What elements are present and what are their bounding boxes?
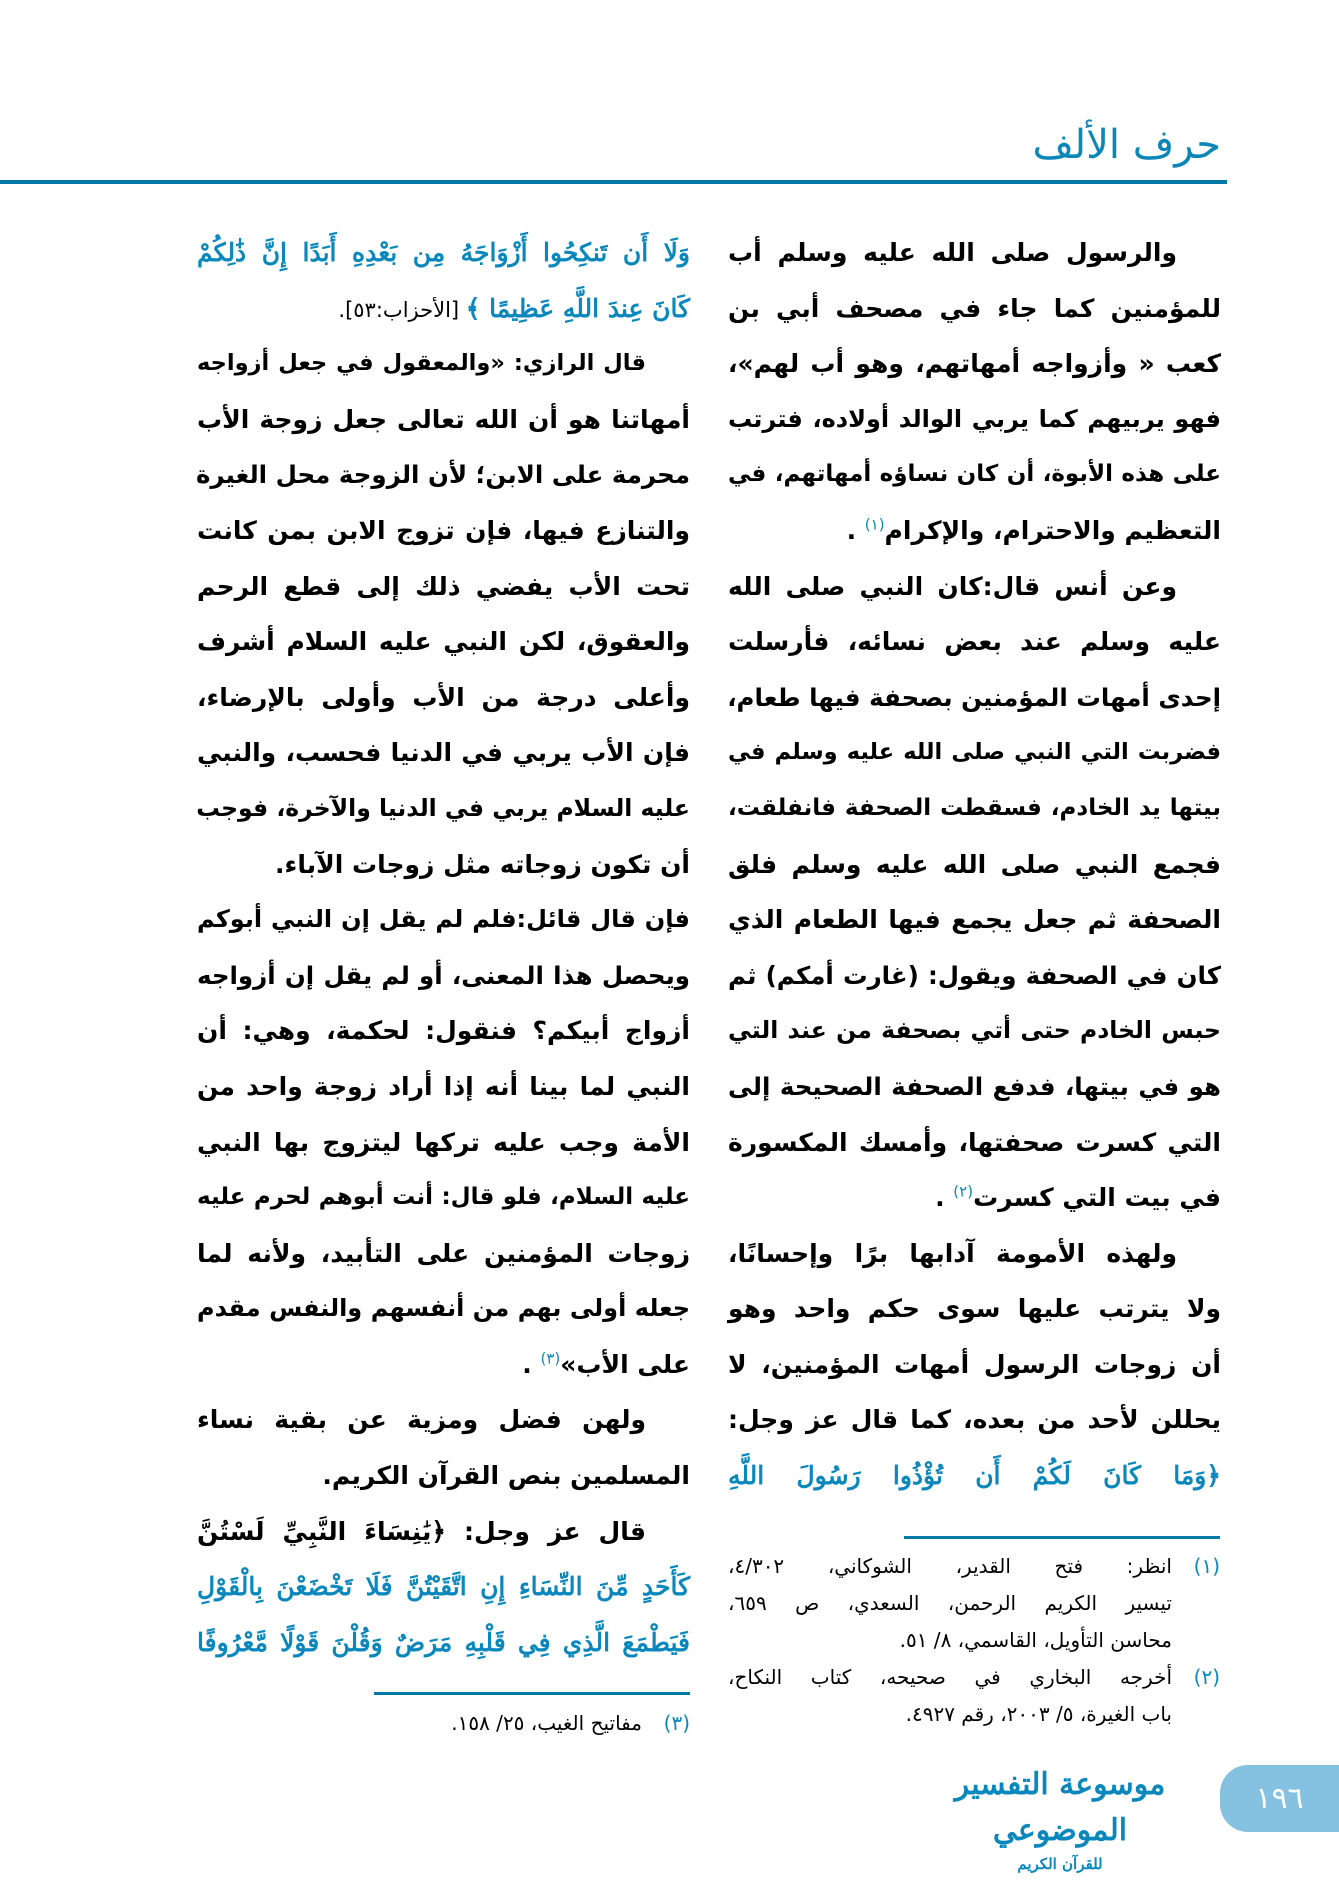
footnotes-left <box>197 1705 690 1742</box>
text-line <box>197 1392 690 1448</box>
text-line <box>728 670 1221 726</box>
text-line <box>728 837 1221 893</box>
text-line <box>197 1337 690 1393</box>
footnote <box>197 1705 690 1742</box>
footnote-separator-right <box>904 1536 1220 1539</box>
left-text-column <box>197 225 690 1670</box>
line-text: يحللن لأحد من بعده، كما قال عز وجل: <box>728 1405 1221 1435</box>
text-line <box>197 336 690 392</box>
logo-subtitle: للقرآن الكريم <box>1017 1855 1103 1873</box>
text-line <box>197 781 690 837</box>
line-text: جعله أولى بهم من أنفسهم والنفس مقدم <box>197 1294 690 1323</box>
right-text-column <box>728 225 1221 1504</box>
text-line <box>197 1170 690 1226</box>
line-text: ويحصل هذا المعنى، أو لم يقل إن أزواجه <box>197 960 690 990</box>
line-text: في بيت التي كسرت <box>973 1183 1221 1213</box>
line-text: والرسول صلى الله عليه وسلم أب <box>728 238 1177 267</box>
footnote <box>728 1659 1220 1733</box>
line-text: ولهن فضل ومزية عن بقية نساء <box>197 1405 646 1435</box>
footnote-number: (٣) <box>663 1711 690 1735</box>
line-tail: . <box>522 1349 541 1379</box>
text-line <box>728 559 1221 615</box>
text-line <box>728 1170 1221 1226</box>
text-line <box>197 670 690 726</box>
text-line <box>728 281 1221 337</box>
line-text: كان في الصحفة ويقول: (غارت أمكم) ثم <box>728 960 1221 990</box>
line-text: التعظيم والاحترام، والإكرام <box>884 515 1221 545</box>
line-text: ولهذه الأمومة آدابها برًا وإحسانًا، <box>728 1238 1177 1268</box>
text-line <box>197 725 690 781</box>
line-text: كعب « وأزواجه أمهاتهم، وهو أب لهم»، <box>728 349 1221 379</box>
line-text: ولا يترتب عليها سوى حكم واحد وهو <box>728 1294 1221 1324</box>
line-text: كَانَ عِندَ اللَّهِ عَظِيمًا ﴾ <box>465 293 690 323</box>
text-line <box>728 948 1221 1004</box>
line-text: زوجات المؤمنين على التأبيد، ولأنه لما <box>197 1238 690 1268</box>
footnote-number: (٢) <box>1193 1665 1220 1689</box>
text-line <box>728 1281 1221 1337</box>
text-line <box>197 1504 690 1560</box>
line-text: والتنازع فيها، فإن تزوج الابن بمن كانت <box>197 515 690 545</box>
text-line <box>728 725 1221 781</box>
footnote-number: (١) <box>1193 1554 1220 1578</box>
quran-verse-line <box>728 1448 1221 1504</box>
line-text: النبي لما بينا أنه إذا أراد زوجة واحد من <box>197 1071 690 1101</box>
text-line <box>197 1281 690 1337</box>
text-line <box>197 392 690 448</box>
footnote-marker: (٣) <box>540 1349 561 1368</box>
page-number-badge: ١٩٦ <box>1220 1765 1339 1832</box>
text-line <box>728 1003 1221 1059</box>
line-text: للمؤمنين كما جاء في مصحف أبي بن <box>728 293 1221 323</box>
footnote-line: مفاتيح الغيب، ٢٥/ ١٥٨. <box>451 1711 642 1735</box>
text-line <box>197 1115 690 1171</box>
quran-verse-line <box>197 225 690 281</box>
line-text: فضربت التي النبي صلى الله عليه وسلم في <box>728 739 1221 766</box>
text-line <box>197 1226 690 1282</box>
footnotes-right <box>728 1548 1220 1733</box>
footnote-marker: (١) <box>864 515 885 534</box>
text-line <box>197 559 690 615</box>
line-text: ﴿وَمَا كَانَ لَكُمْ أَن تُؤْذُوا رَسُولَ اللَّهِ <box>728 1461 1221 1491</box>
line-text: على هذه الأبوة، أن كان نساؤه أمهاتهم، في <box>728 461 1221 488</box>
line-text: فإن الأب يربي في الدنيا فحسب، والنبي <box>197 738 690 768</box>
text-line <box>197 892 690 948</box>
line-text: حبس الخادم حتى أتي بصحفة من عند التي <box>728 1016 1221 1045</box>
line-text: كَأَحَدٍ مِّنَ النِّسَاءِ إِنِ اتَّقَيْتُنَّ فَلَا تَخْضَعْنَ بِالْقَوْلِ <box>197 1572 690 1602</box>
line-text: قال الرازي: «والمعقول في جعل أزواجه <box>197 350 646 377</box>
line-text: المسلمين بنص القرآن الكريم. <box>322 1461 690 1491</box>
text-line <box>197 614 690 670</box>
footnote-line: تيسير الكريم الرحمن، السعدي، ص ٦٥٩، <box>728 1591 1172 1615</box>
text-line <box>728 781 1221 837</box>
logo-title: موسوعة التفسير الموضوعي <box>954 1767 1166 1848</box>
line-text: بيتها يد الخادم، فسقطت الصحفة فانفلقت، <box>728 794 1221 821</box>
line-text: وعن أنس قال:كان النبي صلى الله <box>728 571 1177 601</box>
text-line <box>728 1392 1221 1448</box>
text-line <box>197 1003 690 1059</box>
text-line <box>197 948 690 1004</box>
line-text: أن زوجات الرسول أمهات المؤمنين، لا <box>728 1349 1221 1379</box>
line-text: فجمع النبي صلى الله عليه وسلم فلق <box>728 849 1221 879</box>
line-tail: . <box>846 515 865 545</box>
line-text: أزواج أبيكم؟ فنقول: لحكمة، وهي: أن <box>197 1016 690 1046</box>
line-text: تحت الأب يفضي ذلك إلى قطع الرحم <box>197 571 690 601</box>
text-line <box>728 225 1221 281</box>
text-line <box>728 1226 1221 1282</box>
text-line <box>197 503 690 559</box>
footnote-line: محاسن التأويل، القاسمي، ٨/ ٥١. <box>899 1628 1172 1652</box>
line-text: إحدى أمهات المؤمنين بصحفة فيها طعام، <box>727 682 1221 712</box>
text-line <box>728 892 1221 948</box>
line-text: عليه السلام يربي في الدنيا والآخرة، فوجب <box>196 793 690 822</box>
text-line <box>197 837 690 893</box>
footnote-text <box>728 1659 1172 1733</box>
text-line <box>728 447 1221 503</box>
text-line <box>197 447 690 503</box>
text-line <box>728 392 1221 448</box>
line-text: عليه وسلم عند بعض نسائه، فأرسلت <box>728 627 1221 657</box>
text-line <box>728 1115 1221 1171</box>
line-text: والعقوق، لكن النبي عليه السلام أشرف <box>197 627 690 657</box>
line-text: الأمة وجب عليه تركها ليتزوج بها النبي <box>197 1127 690 1157</box>
line-text: التي كسرت صحفتها، وأمسك المكسورة <box>728 1127 1221 1157</box>
line-text: عليه السلام، فلو قال: أنت أبوهم لحرم عليه <box>197 1184 690 1211</box>
line-text: هو في بيتها، فدفع الصحفة الصحيحة إلى <box>728 1071 1221 1101</box>
quran-verse-line <box>197 281 690 337</box>
line-text: على الأب» <box>560 1349 690 1379</box>
text-line <box>728 1059 1221 1115</box>
text-line <box>197 1448 690 1504</box>
line-text: وَلَا أَن تَنكِحُوا أَزْوَاجَهُ مِن بَعْدِهِ أَبَدًا إِنَّ ذَٰلِكُمْ <box>197 238 690 267</box>
line-text: أمهاتنا هو أن الله تعالى جعل زوجة الأب <box>197 404 690 434</box>
line-text: محرمة على الابن؛ لأن الزوجة محل الغيرة <box>195 460 690 490</box>
line-text: الصحفة ثم جعل يجمع فيها الطعام الذي <box>728 905 1221 935</box>
footnote <box>728 1548 1220 1659</box>
footnote-separator-left <box>374 1692 690 1695</box>
line-text: فهو يربيهم كما يربي الوالد أولاده، فترتب <box>728 404 1221 433</box>
line-text: فإن قال قائل:فلم لم يقل إن النبي أبوكم <box>197 905 690 934</box>
text-line <box>728 614 1221 670</box>
line-text: وأعلى درجة من الأب وأولى بالإرضاء، <box>197 682 690 712</box>
chapter-title: حرف الألف <box>1032 122 1221 168</box>
text-line <box>197 1059 690 1115</box>
text-line <box>728 336 1221 392</box>
text-line <box>728 503 1221 559</box>
footnote-text <box>728 1548 1172 1659</box>
footnote-text <box>197 1705 642 1742</box>
line-text: قال عز وجل: ﴿يَٰنِسَاءَ النَّبِيِّ لَسْتُنَّ <box>197 1516 646 1546</box>
footnote-line: أخرجه البخاري في صحيحه، كتاب النكاح، <box>728 1665 1172 1689</box>
header-rule <box>0 180 1227 184</box>
quran-verse-line <box>197 1559 690 1615</box>
quran-verse-line <box>197 1615 690 1671</box>
line-text: فَيَطْمَعَ الَّذِي فِي قَلْبِهِ مَرَضٌ وَقُلْنَ قَوْلًا مَّعْرُوفًا <box>197 1627 690 1657</box>
verse-reference: [الأحزاب:٥٣]. <box>338 297 466 322</box>
encyclopedia-logo <box>930 1762 1190 1873</box>
footnote-line: انظر: فتح القدير، الشوكاني، ٤/٣٠٢، <box>728 1554 1172 1578</box>
footnote-line: باب الغيرة، ٥/ ٢٠٠٣، رقم ٤٩٢٧. <box>905 1702 1172 1726</box>
text-line <box>728 1337 1221 1393</box>
line-text: أن تكون زوجاته مثل زوجات الآباء. <box>275 849 690 879</box>
line-tail: . <box>935 1183 954 1213</box>
footnote-marker: (٢) <box>953 1182 974 1201</box>
